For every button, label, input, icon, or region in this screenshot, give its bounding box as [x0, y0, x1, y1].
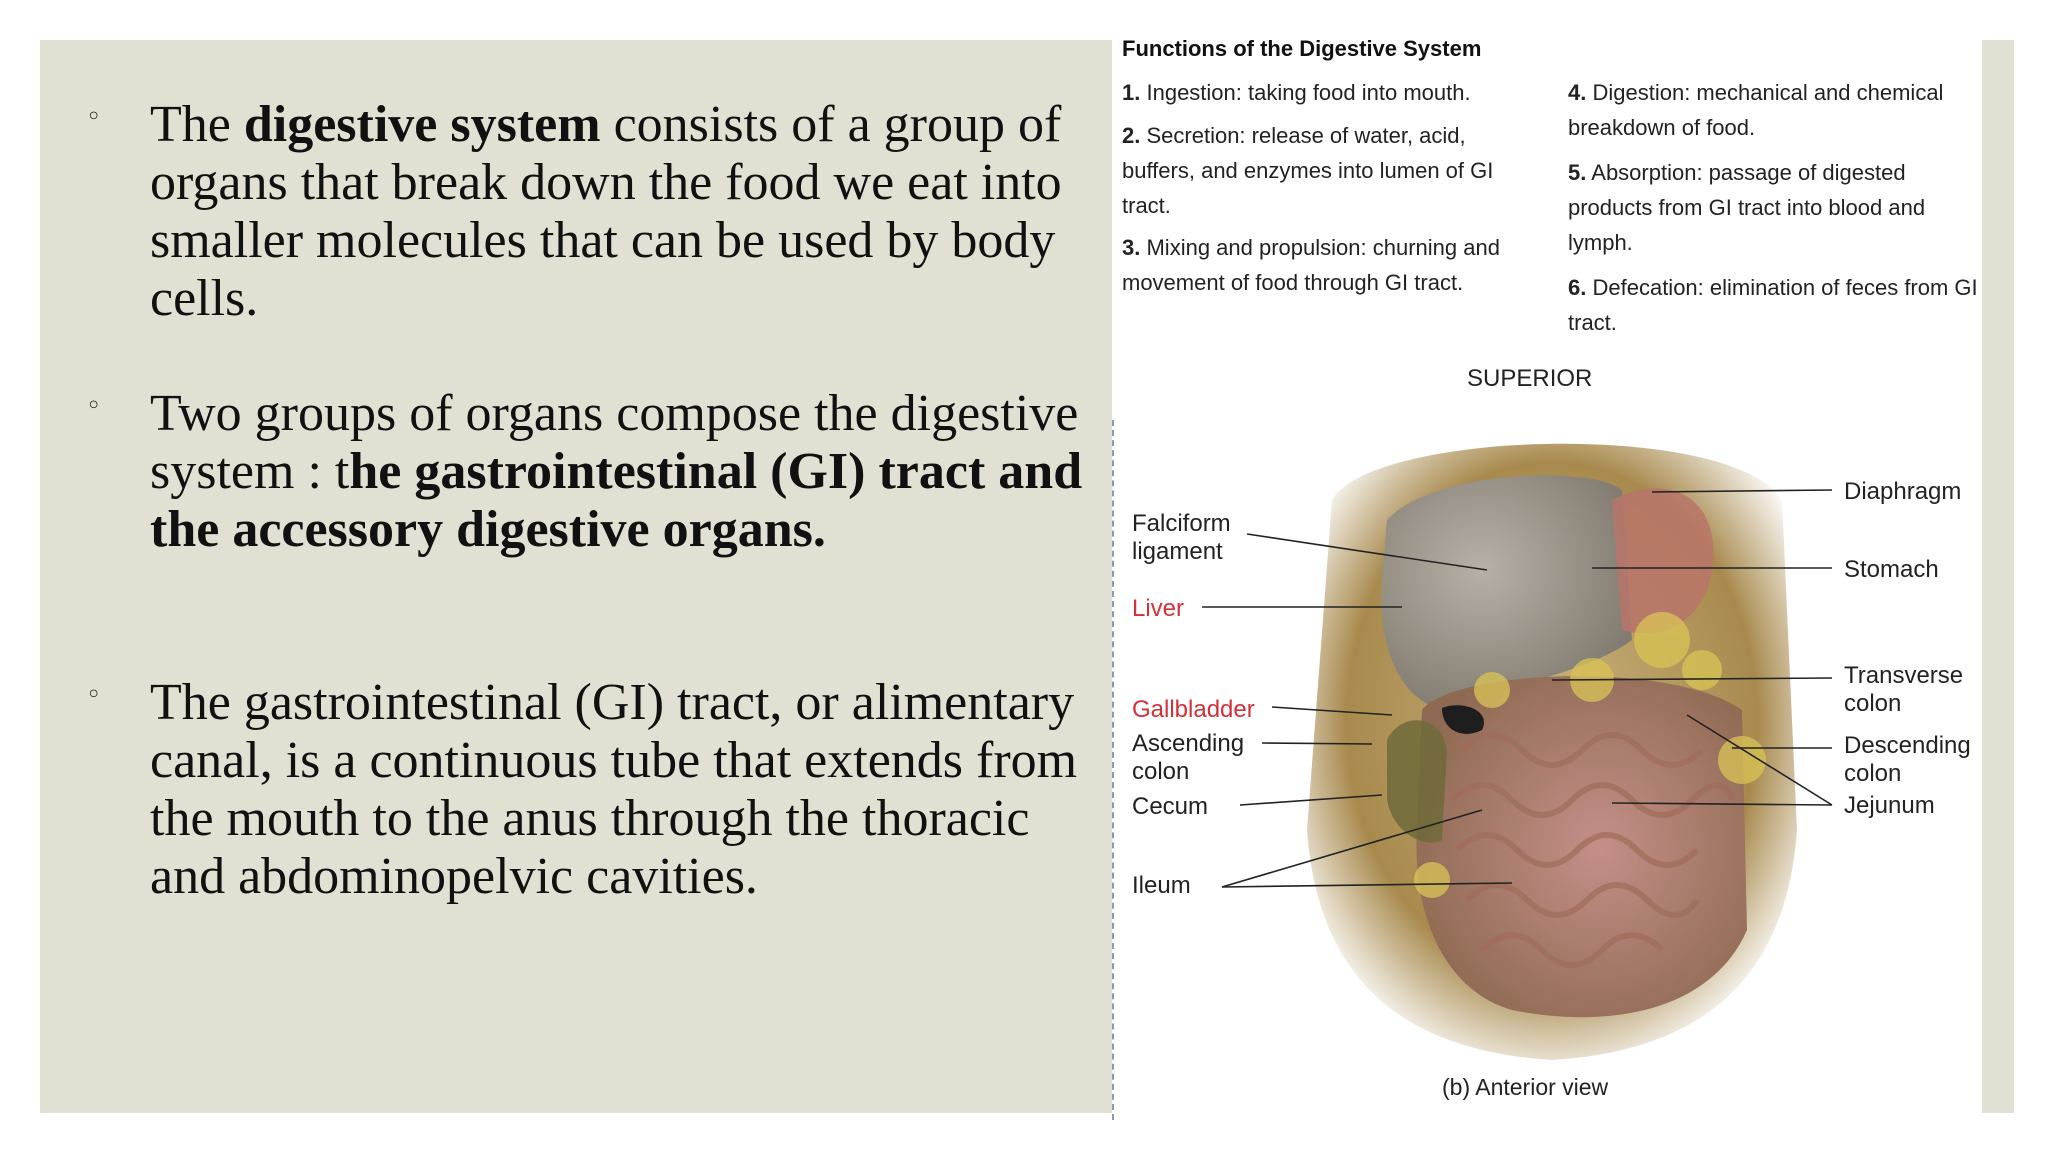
function-text: Defecation: elimination of feces from GI tract.	[1568, 275, 1978, 335]
function-text: Ingestion: taking food into mouth.	[1146, 80, 1471, 105]
bullet-text-run: Two groups of organs compose the digestive system : t	[150, 385, 1079, 500]
bullet-marker: ◦	[86, 680, 102, 710]
bullet-text-run: consists of a group of organs that break down the food we eat into smaller molecules that can be used by body cells.	[150, 96, 1062, 327]
label-transverse-colon: Transverse colon	[1844, 662, 1964, 717]
bullet-text-bold: digestive system	[243, 96, 601, 153]
function-number: 1.	[1122, 80, 1141, 105]
text-panel	[40, 40, 1112, 1113]
bullet-text-bold: he gastrointestinal (GI) tract and the accessory digestive organs.	[150, 443, 1083, 558]
label-jejunum: Jejunum	[1844, 792, 1935, 819]
bullet-text-run: The	[150, 96, 244, 153]
digestive-figure	[1112, 30, 1982, 1120]
label-stomach: Stomach	[1844, 556, 1939, 583]
bullet-text-run: The gastrointestinal (GI) tract, or alimentary canal, is a continuous tube that extends from the mouth to the anus through the thoracic and abdominopelvic cavities.	[150, 674, 1078, 905]
bullet-marker: ◦	[86, 102, 102, 132]
label-gallbladder: Gallbladder	[1132, 696, 1255, 723]
function-text: Secretion: release of water, acid, buffers, and enzymes into lumen of GI tract.	[1122, 123, 1494, 218]
orientation-label: SUPERIOR	[1467, 365, 1593, 392]
figure-caption: (b) Anterior view	[1442, 1074, 1609, 1100]
bullet-marker: ◦	[86, 391, 102, 421]
function-text: Absorption: passage of digested products from GI tract into blood and lymph.	[1568, 160, 1926, 255]
label-liver: Liver	[1132, 595, 1185, 622]
label-diaphragm: Diaphragm	[1844, 478, 1962, 505]
function-number: 2.	[1122, 123, 1141, 148]
label-ileum: Ileum	[1132, 872, 1191, 899]
label-ascending-colon: Ascending colon	[1132, 730, 1245, 785]
bullet-text	[150, 674, 1100, 906]
bullet-text	[150, 96, 1100, 328]
label-falciform-ligament: Falciform ligament	[1132, 510, 1231, 565]
right-decoration-strip	[1982, 40, 2014, 1113]
function-number: 5.	[1568, 160, 1587, 185]
function-number: 6.	[1568, 275, 1587, 300]
function-text: Mixing and propulsion: churning and movement of food through GI tract.	[1122, 235, 1500, 295]
function-text: Digestion: mechanical and chemical breakdown of food.	[1568, 80, 1944, 140]
label-descending-colon: Descending colon	[1844, 732, 1971, 787]
label-cecum: Cecum	[1132, 793, 1209, 820]
function-number: 3.	[1122, 235, 1141, 260]
function-number: 4.	[1568, 80, 1587, 105]
bullet-text	[150, 385, 1100, 559]
functions-title: Functions of the Digestive System	[1122, 36, 1482, 61]
